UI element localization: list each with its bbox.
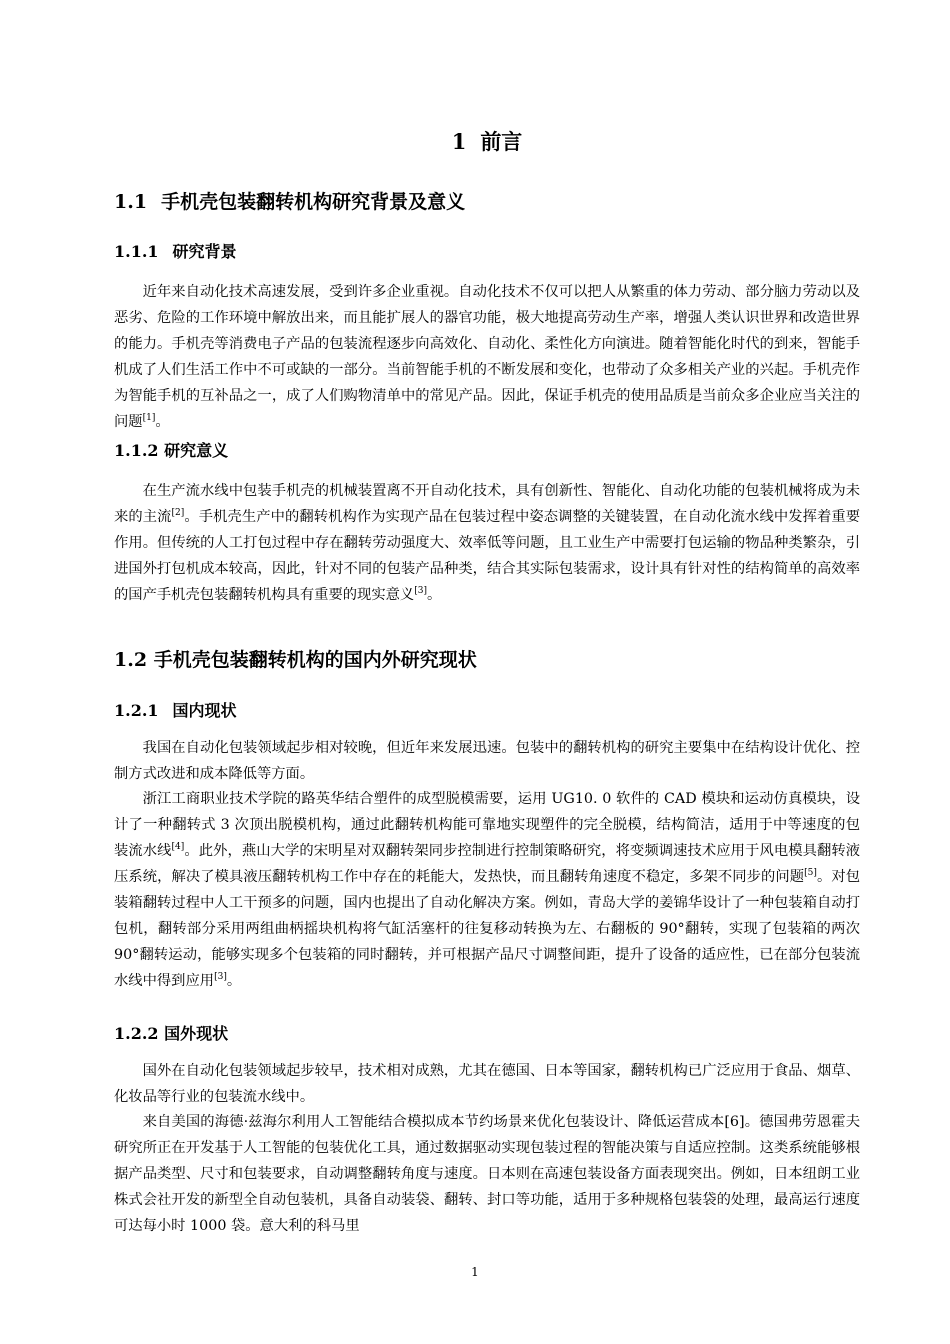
paragraph-text: 近年来自动化技术高速发展，受到许多企业重视。自动化技术不仅可以把人从繁重的体力劳动、部分脑力劳动以及恶劣、危险的工作环境中解放出来，而且能扩展人的器官功能，极大地提高劳动生产率，增强人类认识世界和改造世界的能力。手机壳等消费电子产品的包装流程逐步向高效化、自动化、柔性化方向演进。随着智能化时代的到来，智能手机成了人们生活工作中不可或缺的一部分。当前智能手机的不断发展和变化，也带动了众多相关产业的兴起。手机壳作为智能手机的互补品之一，成了人们购物清单中的常见产品。因此，保证手机壳的使用品质是当前众多企业应当关注的问题 (114, 284, 860, 430)
section-title: 手机壳包装翻转机构的国内外研究现状 (153, 649, 477, 671)
paragraph-text: 。 (155, 414, 170, 430)
paragraph-research-background (114, 279, 860, 435)
paragraph-text: 。此外，燕山大学的宋明星对双翻转架同步控制进行控制策略研究，将变频调速技术应用于风电模具翻转液压系统，解决了模具液压翻转机构工作中存在的耗能大，发热快，而且翻转角速度不稳定，多架不同步的问题 (114, 843, 861, 885)
section-heading-1-2 (114, 646, 477, 674)
paragraph-text: 。 (226, 973, 242, 989)
section-heading-1-1 (114, 188, 465, 216)
citation: [3] (214, 972, 227, 983)
subsection-title: 研究意义 (164, 441, 229, 460)
paragraph-text: 。对包装箱翻转过程中人工干预多的问题，国内也提出了自动化解决方案。例如，青岛大学的姜锦华设计了一种包装箱自动打包机，翻转部分采用两组曲柄摇块机构将气缸活塞杆的往复移动转换为左、右翻板的 90°翻转，实现了包装箱的两次 90°翻转运动，能够实现多个包装箱的同时翻转，并可根据产品尺寸调整间距，提升了设备的适应性，已在部分包装流水线中得到应用 (114, 869, 861, 989)
subsection-heading-1-2-2 (114, 1022, 228, 1046)
paragraph-foreign-detail (114, 1109, 860, 1239)
paragraph-text: 浙江工商职业技术学院的路英华结合塑件的成型脱模需要，运用 UG10. 0 软件的 CAD 模块和运动仿真模块，设计了一种翻转式 3 次顶出脱模机构，通过此翻转机构能可靠地实现塑件的完全脱模，结构简洁，适用于中等速度的包装流水线 (114, 791, 860, 859)
subsection-heading-1-2-1 (114, 699, 237, 723)
paragraph-research-significance (114, 478, 860, 608)
chapter-title-text: 前言 (480, 129, 523, 154)
subsection-title: 国外现状 (164, 1024, 229, 1043)
paragraph-foreign-intro (114, 1058, 860, 1110)
paragraph-text: 在生产流水线中包装手机壳的机械装置离不开自动化技术，具有创新性、智能化、自动化功能的包装机械将成为未来的主流 (114, 483, 860, 525)
subsection-heading-1-1-1 (114, 240, 237, 264)
subsection-heading-1-1-2 (114, 439, 228, 463)
paragraph-domestic-detail (114, 786, 860, 994)
subsection-title: 国内现状 (172, 701, 237, 720)
subsection-number: 1.1.2 (114, 441, 159, 460)
citation: [3] (414, 586, 427, 597)
subsection-number: 1.1.1 (114, 242, 159, 261)
citation: [5] (804, 868, 817, 879)
citation: [2] (171, 508, 185, 519)
section-number: 1.1 (114, 191, 148, 213)
subsection-title: 研究背景 (172, 242, 237, 261)
paragraph-text: 我国在自动化包装领域起步相对较晚，但近年来发展迅速。包装中的翻转机构的研究主要集中在结构设计优化、控制方式改进和成本降低等方面。 (114, 740, 860, 782)
section-number: 1.2 (114, 649, 148, 671)
section-title: 手机壳包装翻转机构研究背景及意义 (161, 191, 466, 213)
subsection-number: 1.2.2 (114, 1024, 159, 1043)
page-number: 1 (471, 1265, 479, 1279)
paragraph-text: 国外在自动化包装领域起步较早，技术相对成熟，尤其在德国、日本等国家，翻转机构已广泛应用于食品、烟草、化妆品等行业的包装流水线中。 (114, 1063, 860, 1105)
paragraph-text: 来自美国的海德·兹海尔利用人工智能结合模拟成本节约场景来优化包装设计、降低运营成本[6]。德国弗劳恩霍夫研究所正在开发基于人工智能的包装优化工具，通过数据驱动实现包装过程的智能决策与自适应控制。这类系统能够根据产品类型、尺寸和包装要求，自动调整翻转角度与速度。日本则在高速包装设备方面表现突出。例如，日本纽朗工业株式会社开发的新型全自动包装机，具备自动装袋、翻转、封口等功能，适用于多种规格包装袋的处理，最高运行速度可达每小时 1000 袋。意大利的科马里 (114, 1114, 860, 1234)
citation: [4] (171, 842, 185, 853)
subsection-number: 1.2.1 (114, 701, 159, 720)
paragraph-text: 。手机壳生产中的翻转机构作为实现产品在包装过程中姿态调整的关键装置，在自动化流水线中发挥着重要作用。但传统的人工打包过程中存在翻转劳动强度大、效率低等问题，且工业生产中需要打包运输的物品种类繁杂，引进国外打包机成本较高，因此，针对不同的包装产品种类，结合其实际包装需求，设计具有针对性的结构简单的高效率的国产手机壳包装翻转机构具有重要的现实意义 (114, 509, 861, 603)
paragraph-text: 。 (426, 587, 442, 603)
citation: [1] (142, 413, 156, 424)
paragraph-domestic-intro (114, 735, 860, 787)
chapter-number: 1 (451, 129, 467, 154)
chapter-title (114, 127, 860, 157)
